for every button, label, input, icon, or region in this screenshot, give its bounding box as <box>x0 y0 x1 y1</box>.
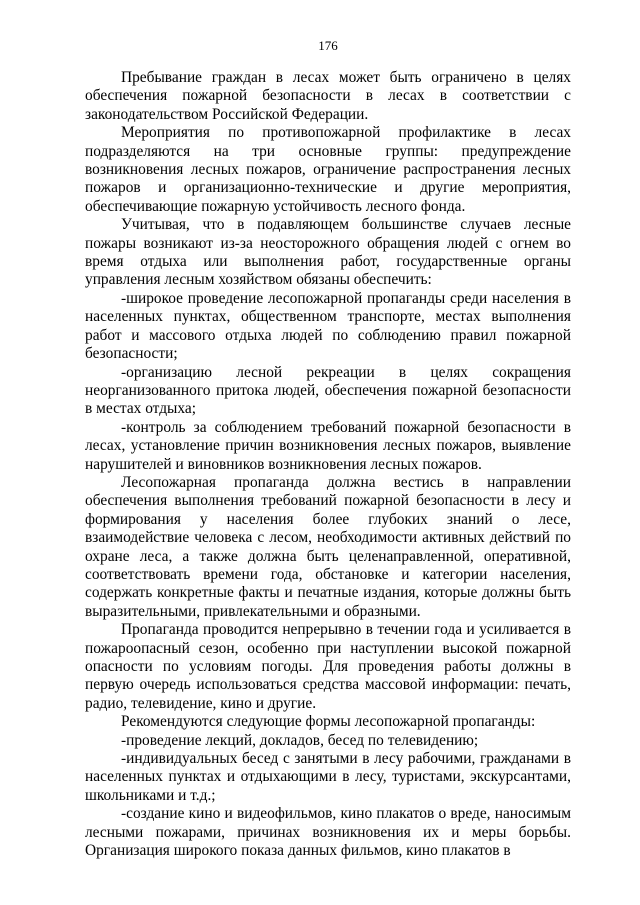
list-item: -организацию лесной рекреации в целях сокращения неорганизованного притока людей, обеспечения пожарной безопасности в местах отдыха; <box>85 363 571 418</box>
page-number: 176 <box>318 38 338 53</box>
list-item: -индивидуальных бесед с занятыми в лесу рабочими, гражданами в населенных пунктах и отдыхающими в лесу, туристами, экскурсантами, школьниками и т.д.; <box>85 750 571 804</box>
paragraph: Лесопожарная пропаганда должна вестись в направлении обеспечения выполнения требований пожарной безопасности в лесу и формирования у населения более глубоких знаний о лесе, взаимодействие человека с лесом, необходимости активных действий по охране леса, а также должна быть целенаправленной, оперативной, соответствовать времени года, обстановке и категории населения, содержать конкретные факты и печатные издания, которые должны быть выразительными, привлекательными и образными. <box>85 473 571 620</box>
list-item: -создание кино и видеофильмов, кино плакатов о вреде, наносимым лесными пожарами, причинах возникновения их и меры борьбы. Организация широкого показа данных фильмов, кино плакатов в <box>85 805 571 860</box>
paragraph: Рекомендуются следующие формы лесопожарной пропаганды: <box>121 713 536 731</box>
paragraph: Учитывая, что в подавляющем большинстве случаев лесные пожары возникают из-за неосторожного обращения людей с огнем во время отдыха или выполнения работ, государственные органы управления лесным хозяйством обязаны обеспечить: <box>85 216 571 289</box>
paragraph: Мероприятия по противопожарной профилактике в лесах подразделяются на три основные группы: предупреждение возникновения лесных пожаров, ограничение распространения лесных пожаров и организационно-технические и другие мероприятия, обеспечивающие пожарную устойчивость лесного фонда. <box>85 124 571 215</box>
list-item: -широкое проведение лесопожарной пропаганды среди населения в населенных пунктах, общественном транспорте, местах выполнения работ и массового отдыха людей по соблюдению правил пожарной безопасности; <box>85 289 571 363</box>
body-text <box>85 69 571 860</box>
list-item: -проведение лекций, докладов, бесед по телевидению; <box>121 731 479 749</box>
list-item: -контроль за соблюдением требований пожарной безопасности в лесах, установление причин возникновения лесных пожаров, выявление нарушителей и виновников возникновения лесных пожаров. <box>85 418 571 473</box>
paragraph: Пропаганда проводится непрерывно в течении года и усиливается в пожароопасный сезон, особенно при наступлении высокой пожарной опасности по условиям погоды. Для проведения работы должны в первую очередь использоваться средства массовой информации: печать, радио, телевидение, кино и другие. <box>85 621 571 712</box>
paragraph: Пребывание граждан в лесах может быть ограничено в целях обеспечения пожарной безопасности в лесах в соответствии с законодательством Российской Федерации. <box>85 69 571 123</box>
